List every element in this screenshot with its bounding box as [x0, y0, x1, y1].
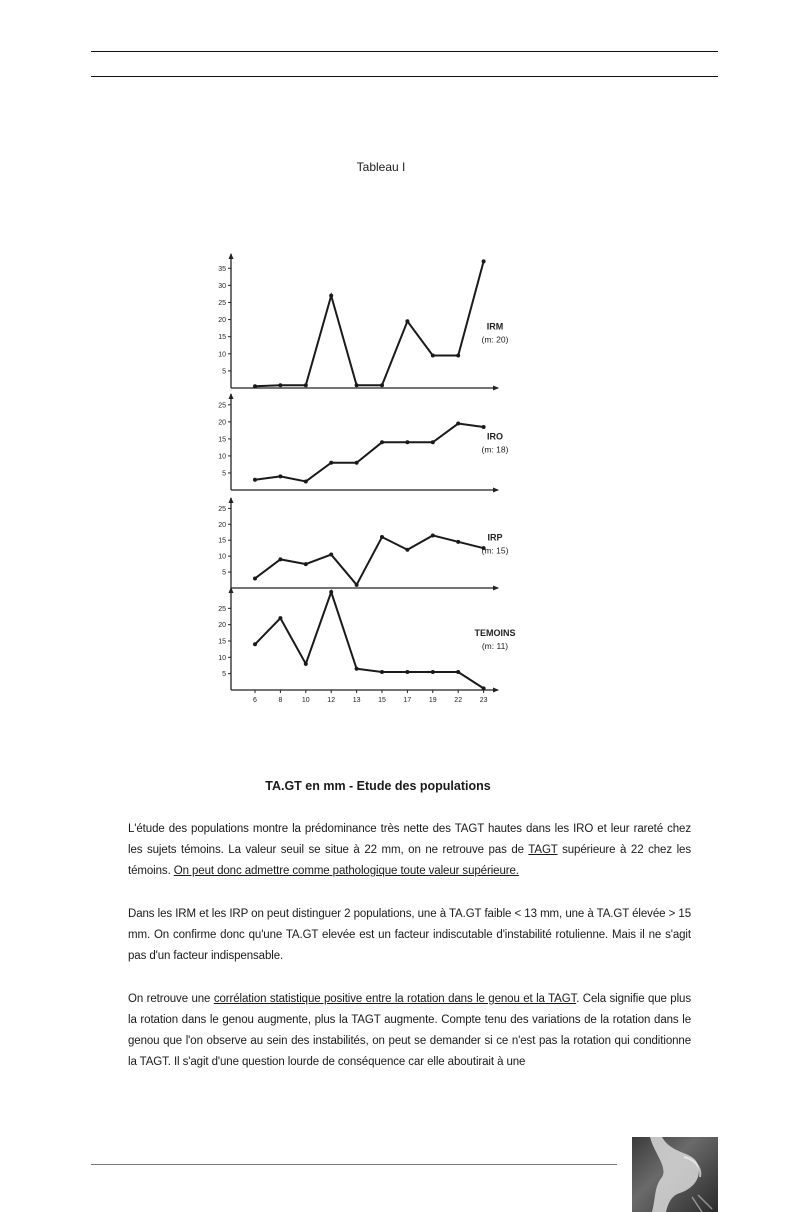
y-tick-label-0-2: 25	[218, 299, 226, 307]
p3-text-b: . Cela signifie que plus la rotation dans le genou augmente, plus la TAGT augmente. Compte tenu des variations de la rotation dans le genou que l'on observe au sein des instabilités, on peut se demander si ce n'est pas la rotation qui conditionne la TAGT. Il s'agit d'une question lourde de conséquence car elle aboutirait à une	[128, 993, 691, 1068]
paragraph-1	[128, 819, 691, 882]
group-sublabel-3: (m: 11)	[481, 641, 509, 652]
data-point-2-1	[278, 557, 282, 561]
data-point-3-6	[405, 670, 409, 674]
y-tick-label-1-4: 5	[222, 470, 226, 478]
data-point-2-6	[405, 548, 409, 552]
data-point-0-5	[380, 383, 384, 387]
paragraph-2	[128, 904, 691, 967]
data-point-2-2	[304, 562, 308, 566]
x-axis-arrow-1	[493, 488, 499, 493]
data-point-0-7	[431, 354, 435, 358]
x-axis-arrow-2	[493, 586, 499, 591]
group-label-2: IRP	[487, 532, 503, 543]
y-tick-label-2-3: 10	[218, 553, 226, 561]
x-tick-label-4: 13	[352, 697, 361, 704]
population-line-charts	[200, 240, 520, 720]
p1-underlined-2: On peut donc admettre comme pathologique toute valeur supérieure.	[173, 865, 519, 877]
data-point-1-5	[380, 440, 384, 444]
x-axis-arrow-0	[493, 386, 499, 391]
data-point-0-6	[405, 319, 409, 323]
data-point-1-4	[355, 461, 359, 465]
knee-xray-thumbnail	[632, 1137, 718, 1212]
group-sublabel-1: (m: 18)	[481, 444, 509, 455]
data-point-2-4	[355, 583, 359, 587]
data-point-2-5	[380, 535, 384, 539]
y-tick-label-3-2: 15	[218, 638, 226, 646]
data-point-1-9	[482, 425, 486, 429]
y-tick-label-2-0: 25	[218, 505, 226, 513]
x-axis-arrow-3	[493, 688, 499, 693]
footer-rule	[91, 1164, 617, 1165]
data-point-1-6	[405, 440, 409, 444]
data-point-0-1	[278, 383, 282, 387]
data-point-3-1	[278, 616, 282, 620]
data-point-3-2	[304, 662, 308, 666]
p1-text-b: supérieure à 22 chez les témoins.	[128, 844, 691, 877]
table-title-text: Tableau I	[356, 160, 406, 174]
group-sublabel-0: (m: 20)	[481, 334, 509, 345]
x-tick-label-9: 23	[479, 697, 488, 704]
y-tick-label-0-6: 5	[222, 368, 226, 376]
p1-underlined-1: TAGT	[528, 844, 558, 856]
table-title	[0, 160, 806, 174]
data-point-1-0	[253, 478, 257, 482]
x-tick-label-8: 22	[454, 697, 463, 704]
data-point-1-8	[456, 422, 460, 426]
data-point-0-9	[482, 259, 486, 263]
y-tick-label-2-4: 5	[222, 569, 226, 577]
y-tick-label-3-1: 20	[218, 622, 226, 630]
p1-text-a: L'étude des populations montre la prédominance très nette des TAGT hautes dans les IRO et leur rareté chez les sujets témoins. La valeur seuil se situe à 22 mm, on ne retrouve pas de	[128, 823, 691, 856]
knee-bone-icon	[632, 1137, 718, 1212]
y-tick-label-3-0: 25	[218, 605, 226, 613]
y-tick-label-1-2: 15	[218, 436, 226, 444]
figure-caption-text: TA.GT en mm - Etude des populations	[265, 779, 491, 793]
data-point-3-5	[380, 670, 384, 674]
y-axis-arrow-2	[229, 497, 234, 503]
data-point-2-8	[456, 540, 460, 544]
header-rule-top	[91, 51, 718, 52]
figure-caption	[0, 779, 806, 793]
y-tick-label-0-5: 10	[218, 351, 226, 359]
data-point-1-3	[329, 461, 333, 465]
x-tick-label-1: 8	[278, 697, 283, 704]
y-tick-label-3-4: 5	[222, 671, 226, 679]
group-label-3: TEMOINS	[474, 628, 516, 639]
data-point-2-0	[253, 576, 257, 580]
y-tick-label-2-2: 15	[218, 537, 226, 545]
group-label-1: IRO	[486, 431, 504, 442]
x-tick-label-5: 15	[378, 697, 386, 704]
p3-text-a: On retrouve une	[128, 993, 214, 1005]
data-point-3-3	[329, 590, 333, 594]
y-tick-label-0-3: 20	[218, 317, 226, 325]
data-point-3-0	[253, 642, 257, 646]
y-axis-arrow-0	[229, 253, 234, 259]
x-tick-label-3: 12	[327, 697, 336, 704]
x-tick-label-7: 19	[428, 697, 437, 704]
data-point-2-3	[329, 553, 333, 557]
data-point-0-3	[329, 294, 333, 298]
group-sublabel-2: (m: 15)	[481, 545, 509, 556]
y-tick-label-3-3: 10	[218, 654, 226, 662]
x-tick-label-6: 17	[403, 697, 412, 704]
data-point-3-7	[431, 670, 435, 674]
data-point-3-4	[355, 667, 359, 671]
paragraph-3	[128, 989, 691, 1073]
p2-text: Dans les IRM et les IRP on peut distinguer 2 populations, une à TA.GT faible < 13 mm, une à TA.GT élevée > 15 mm. On confirme donc qu'une TA.GT elevée est un facteur indiscutable d'instabilité rotulienne. Mais il ne s'agit pas d'un facteur indispensable.	[128, 908, 691, 962]
data-point-0-8	[456, 354, 460, 358]
series-line-1	[255, 424, 484, 482]
x-tick-label-2: 10	[301, 697, 310, 704]
x-tick-label-0: 6	[253, 697, 257, 704]
data-point-2-7	[431, 533, 435, 537]
y-tick-label-1-1: 20	[218, 419, 226, 427]
y-tick-label-0-1: 30	[218, 282, 226, 290]
data-point-1-2	[304, 479, 308, 483]
series-line-3	[255, 592, 484, 688]
series-line-0	[255, 261, 484, 386]
y-tick-label-1-0: 25	[218, 402, 226, 410]
y-axis-arrow-1	[229, 393, 234, 399]
series-line-2	[255, 535, 484, 584]
data-point-0-2	[304, 383, 308, 387]
group-label-0: IRM	[486, 321, 504, 332]
data-point-3-9	[482, 686, 486, 690]
y-tick-label-0-0: 35	[218, 265, 226, 273]
y-tick-label-1-3: 10	[218, 453, 226, 461]
data-point-0-0	[253, 384, 257, 388]
data-point-1-1	[278, 474, 282, 478]
data-point-1-7	[431, 440, 435, 444]
p3-underlined: corrélation statistique positive entre la rotation dans le genou et la TAGT	[213, 993, 577, 1005]
data-point-3-8	[456, 670, 460, 674]
header-rule-bottom	[91, 76, 718, 77]
y-tick-label-2-1: 20	[218, 521, 226, 529]
data-point-0-4	[355, 383, 359, 387]
y-tick-label-0-4: 15	[218, 334, 226, 342]
